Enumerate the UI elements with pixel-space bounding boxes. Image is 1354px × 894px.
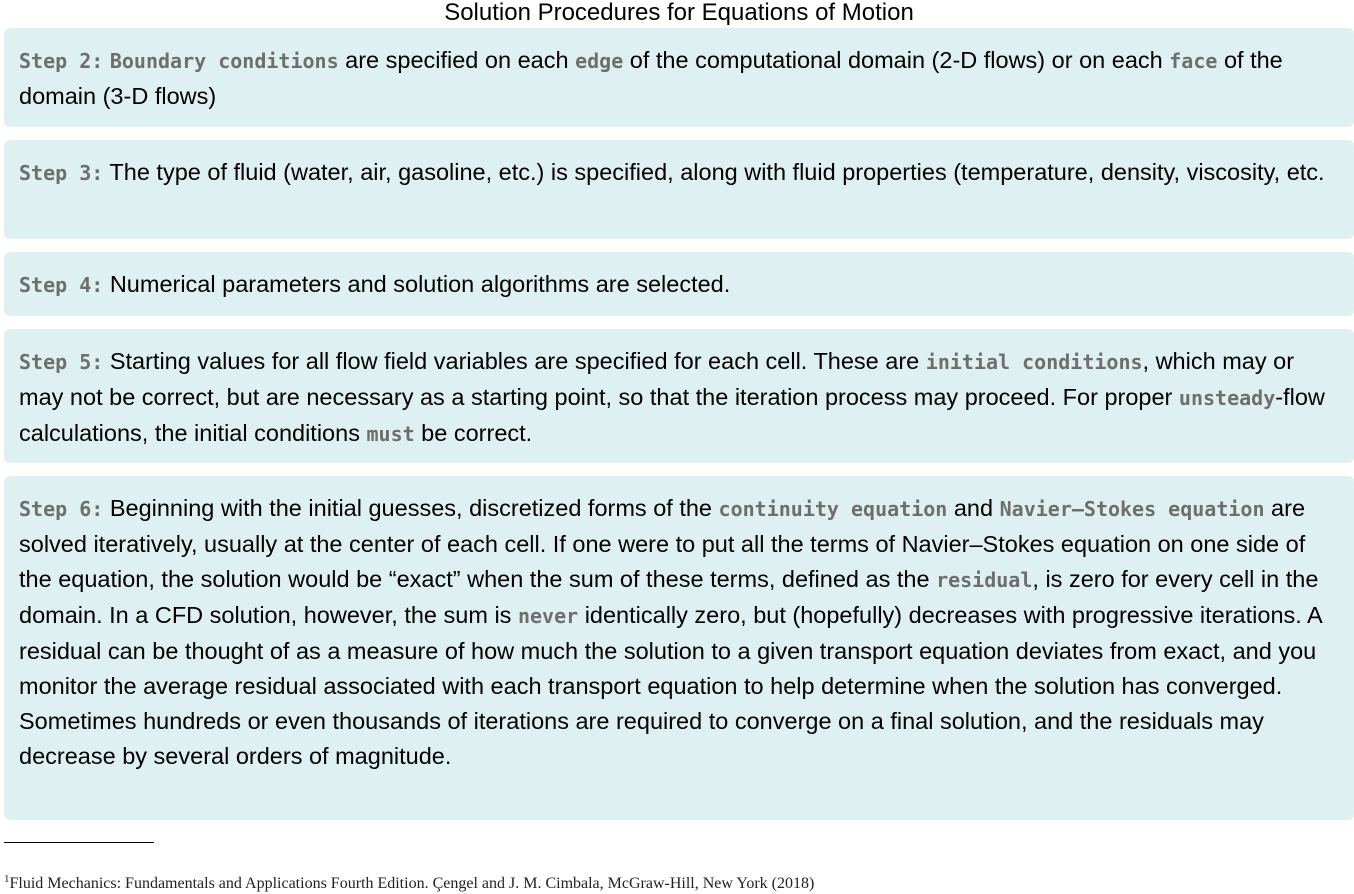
step-label: Step 5: [19, 350, 104, 374]
step-5-box [4, 329, 1354, 463]
step-label: Step 6: [19, 497, 104, 521]
step-text: Starting values for all flow field variables are specified for each cell. These are [109, 348, 926, 374]
keyword-term: continuity equation [718, 497, 948, 521]
keyword-term: edge [575, 49, 624, 73]
step-text: be correct. [414, 420, 533, 446]
step-text: are solved iteratively, usually at the center of each cell. If one were to put all the terms of Navier–Stokes equation on one side of the equation, the solution would be “exact” when the sum of these terms, defined as the [19, 495, 1306, 592]
keyword-term: never [517, 604, 579, 628]
keyword-term: initial conditions [925, 350, 1143, 374]
keyword-term: must [366, 422, 415, 446]
footnote [4, 869, 814, 894]
step-text: Numerical parameters and solution algorithms are selected. [109, 271, 731, 297]
step-label: Step 4: [19, 273, 104, 297]
footnote-divider [4, 842, 154, 843]
step-2-box [4, 28, 1354, 127]
step-label: Step 2: [19, 49, 104, 73]
step-text: The type of fluid (water, air, gasoline, etc.) is specified, along with fluid properties (temperature, density, viscosity, etc. [109, 159, 1325, 185]
keyword-term: Navier–Stokes equation [999, 497, 1265, 521]
step-4-box [4, 252, 1354, 316]
keyword-term: residual [936, 568, 1033, 592]
step-text: of the domain (3-D flows) [19, 47, 1283, 109]
keyword-term: unsteady [1178, 386, 1276, 410]
keyword-term: Boundary conditions [109, 49, 339, 73]
step-text: and [947, 495, 1000, 521]
step-text: of the computational domain (2-D flows) or on each [623, 47, 1170, 73]
footnote-marker: 1 [4, 873, 10, 885]
keyword-term: face [1169, 49, 1218, 73]
step-3-box [4, 140, 1354, 239]
page-title: Solution Procedures for Equations of Motion [444, 0, 914, 26]
footnote-text: Fluid Mechanics: Fundamentals and Applications Fourth Edition. Çengel and J. M. Cimbala, McGraw-Hill, New York (2018) [9, 875, 815, 892]
step-text: are specified on each [338, 47, 576, 73]
step-text: Beginning with the initial guesses, discretized forms of the [109, 495, 719, 521]
step-label: Step 3: [19, 161, 104, 185]
step-text: , which may or may not be correct, but are necessary as a starting point, so that the iteration process may proceed. For proper [19, 348, 1295, 410]
step-6-box [4, 476, 1354, 820]
step-text: -flow calculations, the initial conditions [19, 384, 1325, 446]
step-text: identically zero, but (hopefully) decreases with progressive iterations. A residual can be thought of as a measure of how much the solution to a given transport equation deviates from exact, and you monitor the average residual associated with each transport equation to help determine when the solution has converged. Sometimes hundreds or even thousands of iterations are required to converge on a final solution, and the residuals may decrease by several orders of magnitude. [19, 602, 1322, 769]
step-text: , is zero for every cell in the domain. In a CFD solution, however, the sum is [19, 566, 1319, 628]
